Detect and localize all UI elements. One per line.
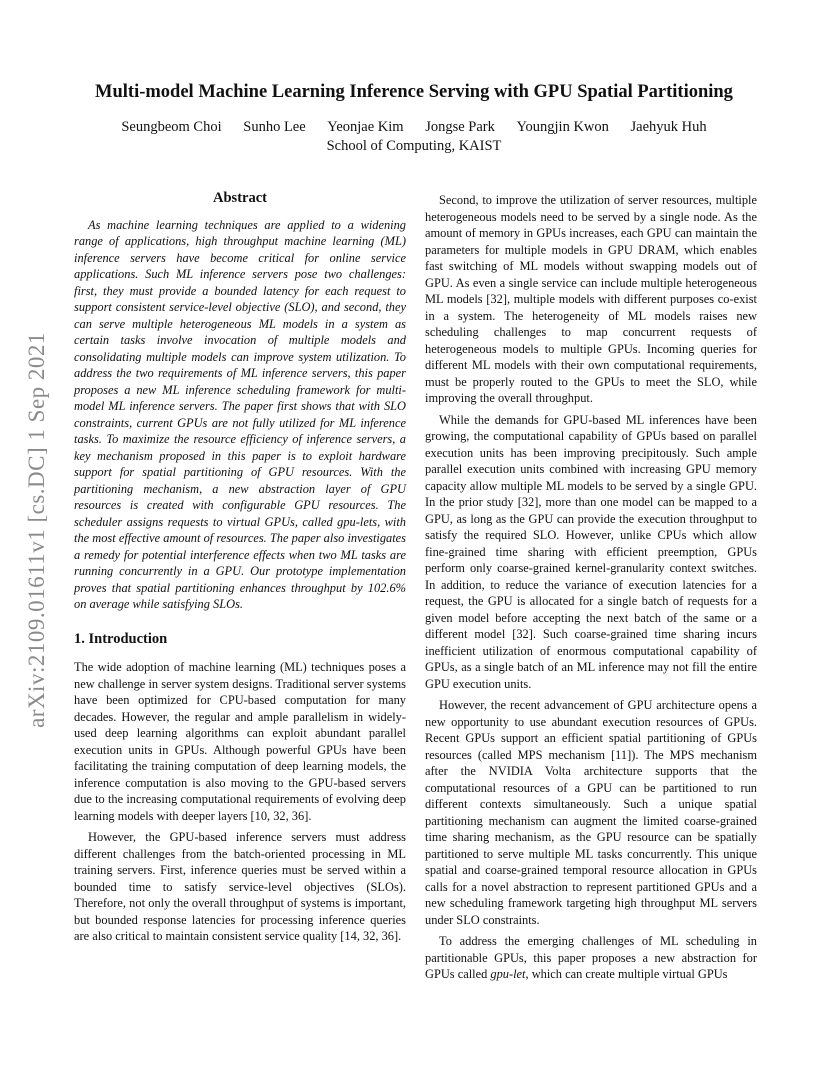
left-column xyxy=(74,190,406,945)
intro-paragraph: While the demands for GPU-based ML inferences have been growing, the computational capability of GPUs based on parallel execution units has been improving precipitously. Such ample parallel execution units combined with increasing GPU memory capacity allow multiple ML models to be served by a single GPU. In the prior study [32], more than one model can be mapped to a GPU, as long as the GPU can provide the execution throughput to satisfy the required SLO. However, unlike CPUs which allow fine-grained time sharing with efficient preemption, GPUs perform only coarse-grained kernel-granularity context switches. In addition, to reduce the variance of execution latencies for a request, the GPU is allocated for a single batch of requests for a given model before accepting the next batch of the same or a different model [32]. Such coarse-grained time sharing incurs inefficient utilization of enormous computational capability of GPUs, as a single batch of an ML inference may not fill the entire GPU execution units. xyxy=(425,412,757,691)
author-name: Yeonjae Kim xyxy=(327,119,404,135)
author-name: Youngjin Kwon xyxy=(516,119,609,135)
intro-paragraph: However, the recent advancement of GPU architecture opens a new opportunity to use abundant execution resources of GPUs. Recent GPUs support an efficient spatial partitioning of GPUs resources (called MPS mechanism [11]). The MPS mechanism after the NVIDIA Volta architecture supports that the computational resources of a GPU can be partitioned to run different contexts simultaneously. Such a unique spatial partitioning mechanism can augment the limited coarse-grained time sharing mechanism, as the GPU resource can be spatially partitioned to serve multiple ML tasks concurrently. This unique spatial and coarse-grained temporal resource allocation in GPUs calls for a novel abstraction to represent partitioned GPUs and a new scheduling framework targeting high throughput ML servers under SLO constraints. xyxy=(425,698,757,927)
arxiv-identifier-text: arXiv:2109.01611v1 [cs.DC] 1 Sep 2021 xyxy=(24,332,49,728)
author-list xyxy=(0,119,828,136)
author-name: Sunho Lee xyxy=(243,119,306,135)
intro-paragraph xyxy=(425,933,757,983)
intro-paragraph: Second, to improve the utilization of server resources, multiple heterogeneous models need to be served by a single node. As the amount of memory in GPUs increases, each GPU can maintain the parameters for multiple models in GPU DRAM, which enables fast switching of ML models without swapping models out of GPU. As even a single service can include multiple heterogeneous ML models [32], multiple models with different purposes co-exist in a system. The heterogeneity of ML models raises new scheduling challenges to map concurrent requests of heterogeneous models to multiple GPUs. Incoming queries for different ML models with their own computational requirements, must be properly routed to the GPUs to meet the SLO, while improving the overall throughput. xyxy=(425,193,757,405)
right-column xyxy=(425,192,757,983)
section-heading-introduction: 1. Introduction xyxy=(74,630,168,647)
author-name: Jongse Park xyxy=(425,119,495,135)
term-gpu-let: gpu-let xyxy=(490,967,526,981)
paragraph-text: , which can create multiple virtual GPUs xyxy=(525,967,728,981)
author-name: Jaehyuk Huh xyxy=(630,119,707,135)
author-name: Seungbeom Choi xyxy=(121,119,222,135)
abstract-heading: Abstract xyxy=(213,190,267,206)
intro-paragraph: The wide adoption of machine learning (ML) techniques poses a new challenge in server system designs. Traditional server systems have been optimized for CPU-based computation for many decades. However, the regular and ample parallelism in widely-used deep learning algorithms can exploit abundant parallel execution units in GPUs. Although powerful GPUs have been facilitating the training computation of deep learning models, the inference computation is also moving to the GPU-based servers due to the increasing computational requirements of evolving deep learning models with deeper layers [10, 32, 36]. xyxy=(74,660,406,823)
paper-title: Multi-model Machine Learning Inference Serving with GPU Spatial Partitioning xyxy=(95,82,733,102)
arxiv-identifier xyxy=(20,295,54,765)
abstract-text: As machine learning techniques are applied to a widening range of applications, high throughput machine learning (ML) inference servers have become critical for online service applications. Such ML inference servers pose two challenges: first, they must provide a bounded latency for each request to support consistent service-level objective (SLO), and second, they can serve multiple heterogeneous ML models in a system as certain tasks involve invocation of multiple models and consolidating multiple models can improve system utilization. To address the two requirements of ML inference servers, this paper proposes a new ML inference scheduling framework for multi-model ML inference servers. The paper first shows that with SLO constraints, current GPUs are not fully utilized for ML inference tasks. To maximize the resource efficiency of inference servers, a key mechanism proposed in this paper is to exploit hardware support for spatial partitioning of GPU resources. With the partitioning mechanism, a new abstraction layer of GPU resources is created with configurable GPU resources. The scheduler assigns requests to virtual GPUs, called gpu-lets, with the most effective amount of resources. The paper also investigates a remedy for potential interference effects when two ML tasks are running concurrently in a GPU. Our prototype implementation proves that spatial partitioning enhances throughput by 102.6% on average while satisfying SLOs. xyxy=(74,217,406,611)
paragraph-text: To address the emerging challenges of ML scheduling in partitionable GPUs, this paper proposes a new abstraction for GPUs called xyxy=(425,934,757,981)
author-affiliation: School of Computing, KAIST xyxy=(326,138,502,154)
intro-paragraph: However, the GPU-based inference servers must address different challenges from the batch-oriented processing in ML training servers. First, inference queries must be served within a bounded time to satisfy service-level objectives (SLOs). Therefore, not only the overall throughput of systems is important, but bounded response latencies for processing inference queries are also critical to maintain consistent service quality [14, 32, 36]. xyxy=(74,830,406,943)
